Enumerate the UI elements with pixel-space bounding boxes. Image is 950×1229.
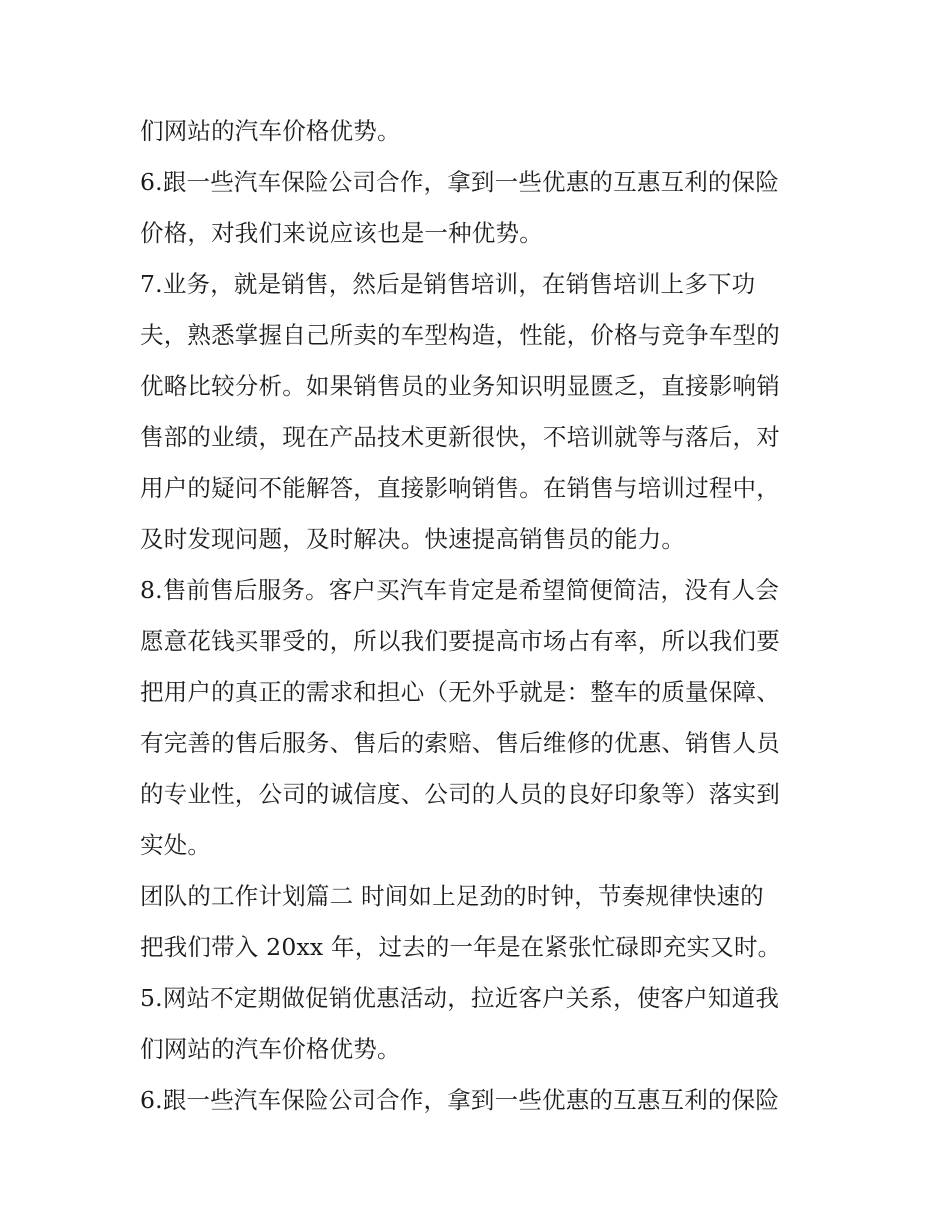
text-line: 有完善的售后服务、售后的索赔、售后维修的优惠、销售人员: [140, 729, 780, 757]
document-body: [140, 106, 820, 1126]
text-line: 6.跟一些汽车保险公司合作，拿到一些优惠的互惠互利的保险: [140, 168, 780, 196]
text-line: 的专业性，公司的诚信度、公司的人员的良好印象等）落实到: [140, 780, 780, 808]
text-line: 及时发现问题，及时解决。快速提高销售员的能力。: [140, 525, 686, 553]
text-line: 8.售前售后服务。客户买汽车肯定是希望简便简洁，没有人会: [140, 576, 780, 604]
text-line: 们网站的汽车价格优势。: [140, 117, 401, 145]
text-line: 7.业务，就是销售，然后是销售培训，在销售培训上多下功: [140, 270, 756, 298]
text-line: 实处。: [140, 831, 212, 859]
text-line: 5.网站不定期做促销优惠活动，拉近客户关系，使客户知道我: [140, 984, 780, 1012]
text-line: 6.跟一些汽车保险公司合作，拿到一些优惠的互惠互利的保险: [140, 1086, 780, 1114]
text-line: 团队的工作计划篇二 时间如上足劲的时钟，节奏规律快速的: [140, 882, 764, 910]
text-line: 优略比较分析。如果销售员的业务知识明显匮乏，直接影响销: [140, 372, 780, 400]
text-line: 售部的业绩，现在产品技术更新很快，不培训就等与落后，对: [140, 423, 780, 451]
text-line: 愿意花钱买罪受的，所以我们要提高市场占有率，所以我们要: [140, 627, 780, 655]
text-line: 用户的疑问不能解答，直接影响销售。在销售与培训过程中，: [140, 474, 780, 502]
text-line: 价格，对我们来说应该也是一种优势。: [140, 219, 543, 247]
text-line: 们网站的汽车价格优势。: [140, 1035, 401, 1063]
text-line: 夫，熟悉掌握自己所卖的车型构造，性能，价格与竞争车型的: [140, 321, 780, 349]
text-line: 把我们带入 20xx 年，过去的一年是在紧张忙碌即充实又时。: [140, 933, 782, 961]
text-line: 把用户的真正的需求和担心（无外乎就是：整车的质量保障、: [140, 678, 780, 706]
